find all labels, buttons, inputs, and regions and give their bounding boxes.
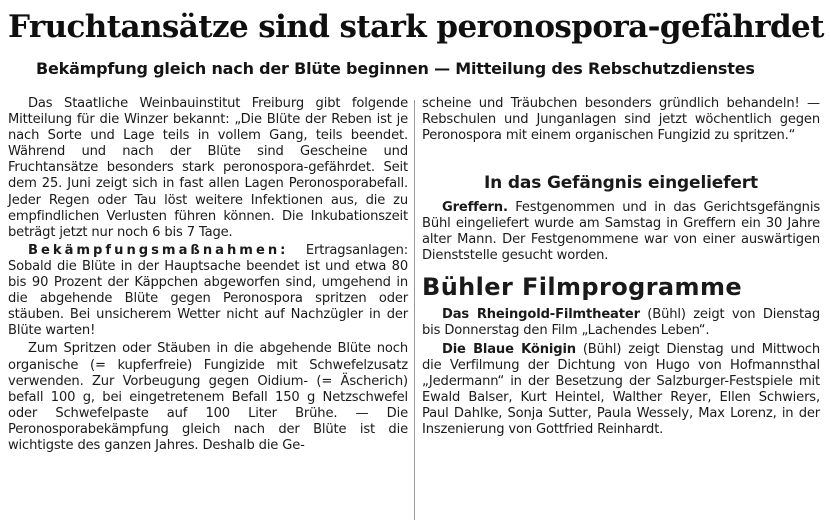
prison-news-dateline: Greffern. [442,200,508,215]
film-entry-rheingold [422,307,820,339]
article-column-left [8,96,408,454]
film-entry-blaue-koenigin-name: Die Blaue Königin [442,341,576,357]
prison-news-heading: In das Gefängnis eingeliefert [483,173,759,193]
prison-news-body: Festgenommen und in das Gerichtsgefängnis Bühl eingeliefert wurde am Samstag in Greffern ein 30 Jahre alter Mann. Der Festgenommene war von einer auswärtigen Dienststelle gesucht worden. [422,200,820,264]
article-subheadline: Bekämpfung gleich nach der Blüte beginnen — Mitteilung des Rebschutzdienstes [36,59,755,78]
measures-text: Ertragsanlagen: Sobald die Blüte in der Hauptsache beendet ist und etwa 80 bis 90 Prozent der Käppchen abgeworfen sind, umgehend in die abgehende Blüte gegen Peronospora spritzen oder stäuben. Bei unsicherem Wetter nicht auf Nachzügler in der Blüte warten! [8,242,408,339]
film-program-heading: Bühler Filmprogramme [422,273,743,302]
film-entry-blaue-koenigin [422,342,820,439]
prison-news-text [422,200,820,264]
column-divider [414,100,415,520]
article-paragraph-spraying: Zum Spritzen oder Stäuben in die abgehende Blüte noch organische (= kupferfreie) Fungizide mit Schwefelzusatz verwenden. Zur Vorbeugung gegen Oidium- (= Äscherich) befall 100 g, bei eingetretenem Befall 150 g Netzschwefel oder Schwefelpaste auf 100 Liter Brühe. — Die Peronosporabekämpfung gleich nach der Blüte ist die wichtigste des ganzen Jahres. Deshalb die Ge- [8,341,408,453]
film-entry-blaue-koenigin-text: (Bühl) zeigt Dienstag und Mittwoch die Verfilmung der Dichtung von Hugo von Hofmannsthal „Jedermann“ in der Besetzung der Salzburger-Festspiele mit Ewald Balser, Kurt Heintel, Walther Reyer, Ellen Schwiers, Paul Dahlke, Sonja Sutter, Paula Wessely, Max Lorenz, in der Inszenierung von Gottfried Reinhardt. [422,341,820,438]
article-paragraph-intro: Das Staatliche Weinbauinstitut Freiburg gibt folgende Mitteilung für die Winzer bekannt: „Die Blüte der Reben ist je nach Sorte und Lage teils in vollem Gang, teils beendet. Während und nach der Blüte sind Gescheine und Fruchtansätze besonders stark peronospora-gefährdet. Seit dem 25. Juni zeigt sich in fast allen Lagen Peronosporabefall. Jeder Regen oder Tau löst weitere Infektionen aus, die zu empfindlichen Verlusten führen können. Die Inkubationszeit beträgt jetzt nur noch 6 bis 7 Tage. [8,96,408,240]
film-entry-rheingold-text: (Bühl) zeigt von Dienstag bis Donnerstag den Film „Lachendes Leben“. [422,307,821,339]
measures-lead: Bekämpfungsmaßnahmen: [28,242,289,258]
article-continuation-text: scheine und Träubchen besonders gründlich behandeln! — Rebschulen und Junganlagen sind jetzt wöchentlich gegen Peronospora mit einem organischen Fungizid zu spritzen.“ [422,96,820,144]
article-headline: Fruchtansätze sind stark peronospora-gefährdet [8,9,824,45]
news-column-right [422,96,820,438]
article-continuation [422,96,820,160]
article-paragraph-measures [8,243,408,340]
film-entry-rheingold-name: Das Rheingold-Filmtheater [442,307,640,323]
